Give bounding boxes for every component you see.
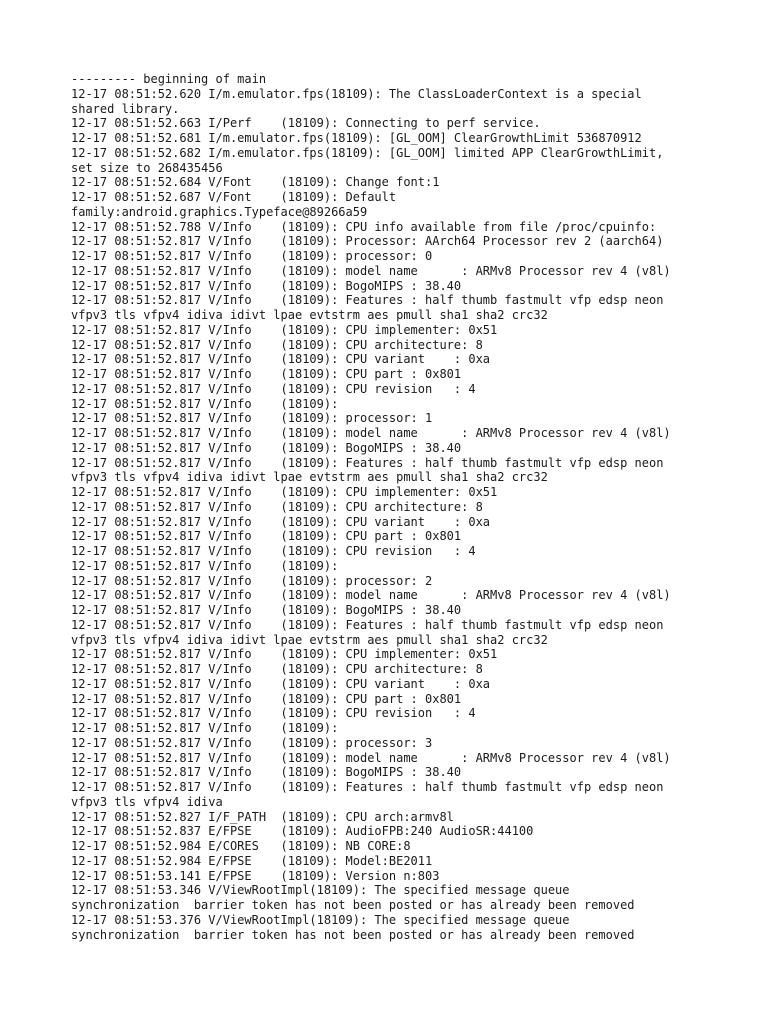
log-line: 12-17 08:51:52.817 V/Info (18109): CPU part : 0x801	[71, 367, 462, 381]
log-line: 12-17 08:51:52.817 V/Info (18109): BogoMIPS : 38.40	[71, 278, 462, 293]
log-line: vfpv3 tls vfpv4 idiva idivt lpae evtstrm aes pmull sha1 sha2 crc32	[71, 632, 548, 647]
log-line: family:android.graphics.Typeface@89266a59	[71, 204, 368, 219]
log-line: 12-17 08:51:52.984 E/CORES (18109): NB CORE:8	[71, 839, 411, 853]
log-line: 12-17 08:51:52.817 V/Info (18109): CPU variant : 0xa	[71, 514, 491, 529]
log-line: 12-17 08:51:52.817 V/Info (18109):	[71, 721, 339, 735]
log-line: 12-17 08:51:52.620 I/m.emulator.fps(18109): The ClassLoaderContext is a special	[71, 86, 642, 101]
log-line: 12-17 08:51:52.817 V/Info (18109): CPU variant : 0xa	[71, 352, 491, 367]
log-line: 12-17 08:51:52.788 V/Info (18109): CPU info available from file /proc/cpuinfo:	[71, 219, 657, 234]
log-line: synchronization barrier token has not been posted or has already been removed	[71, 898, 635, 912]
log-line: 12-17 08:51:52.663 I/Perf (18109): Connecting to perf service.	[71, 116, 541, 131]
log-line: 12-17 08:51:52.817 V/Info (18109): Features : half thumb fastmult vfp edsp neon	[71, 780, 664, 794]
log-line: 12-17 08:51:52.817 V/Info (18109): processor: 2	[71, 573, 433, 588]
log-line: 12-17 08:51:52.817 V/Info (18109): Features : half thumb fastmult vfp edsp neon	[71, 455, 664, 470]
log-line: 12-17 08:51:52.817 V/Info (18109): CPU part : 0x801	[71, 691, 462, 706]
log-output	[71, 72, 671, 942]
log-line: 12-17 08:51:52.817 V/Info (18109): model name : ARMv8 Processor rev 4 (v8l)	[71, 263, 671, 278]
log-line: 12-17 08:51:52.817 V/Info (18109): CPU variant : 0xa	[71, 676, 491, 691]
log-line: shared library.	[71, 101, 180, 116]
log-line: 12-17 08:51:52.817 V/Info (18109): Features : half thumb fastmult vfp edsp neon	[71, 293, 664, 308]
log-line: 12-17 08:51:52.817 V/Info (18109): BogoMIPS : 38.40	[71, 440, 462, 455]
log-line: 12-17 08:51:52.817 V/Info (18109): model name : ARMv8 Processor rev 4 (v8l)	[71, 588, 671, 603]
log-line: 12-17 08:51:52.817 V/Info (18109): Processor: AArch64 Processor rev 2 (aarch64)	[71, 234, 664, 249]
log-line: 12-17 08:51:52.817 V/Info (18109): Features : half thumb fastmult vfp edsp neon	[71, 617, 664, 632]
log-line: 12-17 08:51:53.376 V/ViewRootImpl(18109): The specified message queue	[71, 912, 570, 927]
log-line: 12-17 08:51:52.817 V/Info (18109): CPU revision : 4	[71, 381, 476, 396]
log-line: 12-17 08:51:52.827 I/F_PATH (18109): CPU arch:armv8l	[71, 809, 454, 824]
log-line: synchronization barrier token has not been posted or has already been removed	[71, 927, 635, 942]
log-line: 12-17 08:51:52.817 V/Info (18109): CPU architecture: 8	[71, 662, 483, 676]
log-line: 12-17 08:51:52.817 V/Info (18109): CPU implementer: 0x51	[71, 647, 498, 662]
log-line: 12-17 08:51:52.817 V/Info (18109): model name : ARMv8 Processor rev 4 (v8l)	[71, 750, 671, 765]
log-line: 12-17 08:51:52.984 E/FPSE (18109): Model:BE2011	[71, 853, 433, 868]
log-line: 12-17 08:51:53.346 V/ViewRootImpl(18109): The specified message queue	[71, 883, 570, 898]
log-line: 12-17 08:51:52.817 V/Info (18109): processor: 0	[71, 249, 433, 263]
log-line: 12-17 08:51:52.837 E/FPSE (18109): AudioFPB:240 AudioSR:44100	[71, 824, 534, 839]
log-line: 12-17 08:51:52.681 I/m.emulator.fps(18109): [GL_OOM] ClearGrowthLimit 536870912	[71, 131, 642, 145]
log-line: 12-17 08:51:52.817 V/Info (18109): CPU part : 0x801	[71, 529, 462, 544]
log-line: set size to 268435456	[71, 160, 223, 175]
log-line: 12-17 08:51:52.817 V/Info (18109): CPU implementer: 0x51	[71, 322, 498, 337]
log-line: 12-17 08:51:52.817 V/Info (18109): BogoMIPS : 38.40	[71, 765, 462, 780]
log-line: 12-17 08:51:52.817 V/Info (18109): processor: 3	[71, 735, 433, 750]
log-line: vfpv3 tls vfpv4 idiva idivt lpae evtstrm aes pmull sha1 sha2 crc32	[71, 470, 548, 485]
log-line: vfpv3 tls vfpv4 idiva idivt lpae evtstrm aes pmull sha1 sha2 crc32	[71, 308, 548, 322]
log-line: 12-17 08:51:52.817 V/Info (18109): processor: 1	[71, 411, 433, 426]
log-line: 12-17 08:51:52.817 V/Info (18109): CPU architecture: 8	[71, 499, 483, 514]
log-line: 12-17 08:51:52.817 V/Info (18109):	[71, 558, 339, 573]
log-line: 12-17 08:51:52.817 V/Info (18109): CPU revision : 4	[71, 706, 476, 721]
log-line: 12-17 08:51:52.817 V/Info (18109):	[71, 396, 339, 411]
log-line: --------- beginning of main	[71, 72, 267, 86]
log-line: 12-17 08:51:52.817 V/Info (18109): CPU architecture: 8	[71, 337, 483, 352]
log-line: 12-17 08:51:52.817 V/Info (18109): CPU implementer: 0x51	[71, 485, 498, 499]
log-line: 12-17 08:51:52.687 V/Font (18109): Default	[71, 190, 397, 204]
log-line: vfpv3 tls vfpv4 idiva	[71, 794, 223, 809]
log-line: 12-17 08:51:52.682 I/m.emulator.fps(18109): [GL_OOM] limited APP ClearGrowthLimit,	[71, 145, 664, 160]
log-line: 12-17 08:51:53.141 E/FPSE (18109): Version n:803	[71, 868, 440, 883]
log-line: 12-17 08:51:52.684 V/Font (18109): Change font:1	[71, 175, 440, 190]
log-line: 12-17 08:51:52.817 V/Info (18109): CPU revision : 4	[71, 544, 476, 558]
log-line: 12-17 08:51:52.817 V/Info (18109): model name : ARMv8 Processor rev 4 (v8l)	[71, 426, 671, 440]
log-line: 12-17 08:51:52.817 V/Info (18109): BogoMIPS : 38.40	[71, 603, 462, 617]
